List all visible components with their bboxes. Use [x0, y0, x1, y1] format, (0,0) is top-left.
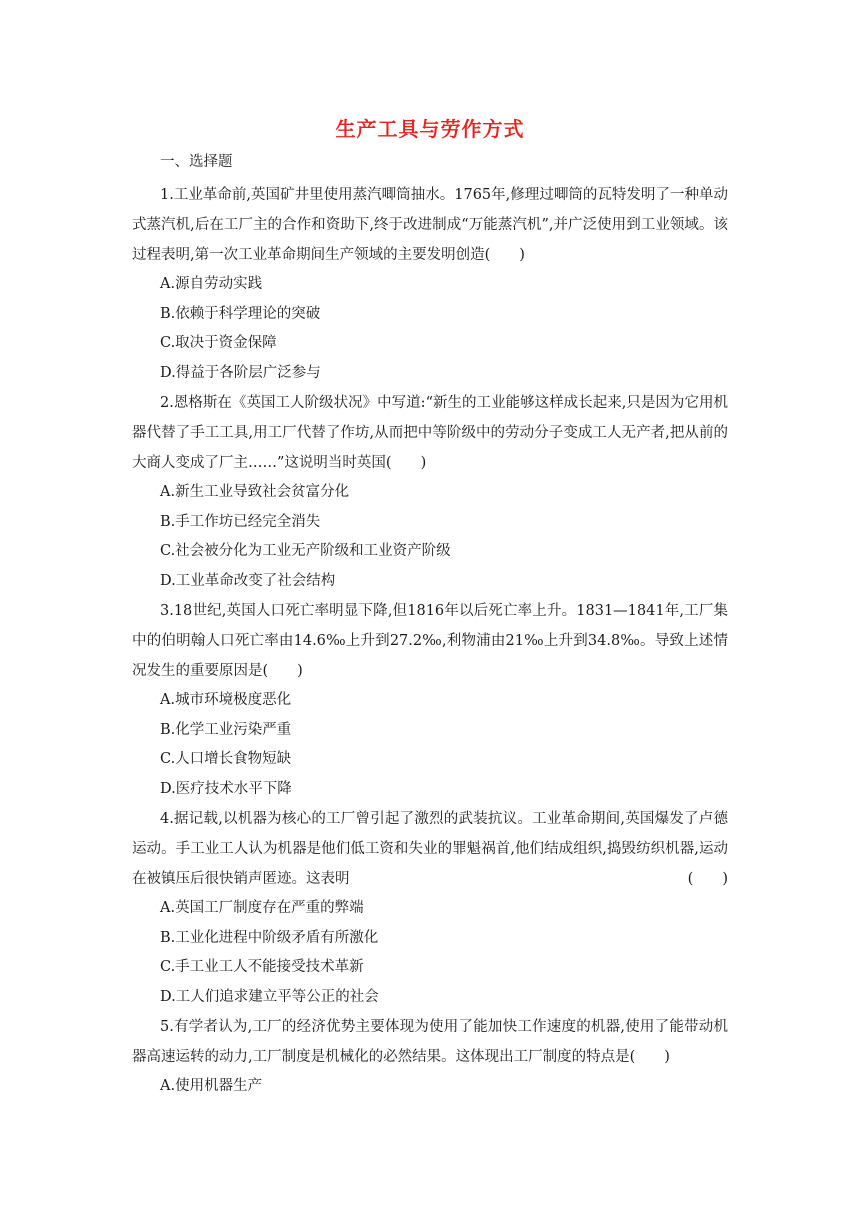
- option-d: D.工人们追求建立平等公正的社会: [160, 988, 379, 1005]
- option-d: D.得益于各阶层广泛参与: [160, 364, 321, 381]
- question-4: [132, 804, 728, 1012]
- option-a: A.源自劳动实践: [160, 276, 263, 292]
- option-b: B.依赖于科学理论的突破: [160, 305, 321, 322]
- option-d: D.工业革命改变了社会结构: [160, 572, 336, 589]
- section-heading: 一、选择题: [160, 154, 233, 170]
- page-title: 生产工具与劳作方式: [335, 117, 525, 141]
- option-c: C.社会被分化为工业无产阶级和工业资产阶级: [160, 543, 451, 559]
- question-5: [132, 1012, 728, 1102]
- option-a: A.新生工业导致社会贫富分化: [160, 484, 350, 500]
- question-stem: 5.有学者认为,工厂的经济优势主要体现为使用了能加快工作速度的机器,使用了能带动机器高速运转的动力,工厂制度是机械化的必然结果。这体现出工厂制度的特点是( ): [132, 1019, 728, 1065]
- answer-paren: ( ): [687, 871, 728, 887]
- option-a: A.英国工厂制度存在严重的弊端: [160, 900, 364, 916]
- option-c: C.人口增长食物短缺: [160, 751, 292, 767]
- question-stem: 3.18世纪,英国人口死亡率明显下降,但1816年以后死亡率上升。1831—1841年,工厂集中的伯明翰人口死亡率由14.6‰上升到27.2‰,利物浦由21‰上升到34.8‰。导致上述情况发生的重要原因是( ): [132, 603, 728, 679]
- option-d: D.医疗技术水平下降: [160, 780, 292, 797]
- question-1: [132, 180, 728, 388]
- option-b: B.工业化进程中阶级矛盾有所激化: [160, 929, 379, 946]
- option-a: A.城市环境极度恶化: [160, 692, 292, 708]
- option-a: A.使用机器生产: [160, 1078, 263, 1094]
- question-stem-container: [132, 804, 728, 894]
- question-stem: 4.据记载,以机器为核心的工厂曾引起了激烈的武装抗议。工业革命期间,英国爆发了卢德运动。手工业工人认为机器是他们低工资和失业的罪魁祸首,他们结成组织,捣毁纺织机器,运动在被镇压后很快销声匿迹。这表明: [132, 811, 728, 887]
- question-3: [132, 596, 728, 804]
- option-c: C.取决于资金保障: [160, 335, 277, 351]
- question-stem: 2.恩格斯在《英国工人阶级状况》中写道:“新生的工业能够这样成长起来,只是因为它用机器代替了手工工具,用工厂代替了作坊,从而把中等阶级中的劳动分子变成工人无产者,把从前的大商人变成了厂主……”这说明当时英国( ): [132, 395, 728, 471]
- question-2: [132, 388, 728, 596]
- option-b: B.手工作坊已经完全消失: [160, 513, 321, 530]
- option-c: C.手工业工人不能接受技术革新: [160, 959, 364, 975]
- option-b: B.化学工业污染严重: [160, 721, 292, 738]
- question-stem: 1.工业革命前,英国矿井里使用蒸汽唧筒抽水。1765年,修理过唧筒的瓦特发明了一种单动式蒸汽机,后在工厂主的合作和资助下,终于改进制成“万能蒸汽机”,并广泛使用到工业领域。该过程表明,第一次工业革命期间生产领域的主要发明创造( ): [132, 187, 728, 263]
- question-list: [132, 180, 728, 1102]
